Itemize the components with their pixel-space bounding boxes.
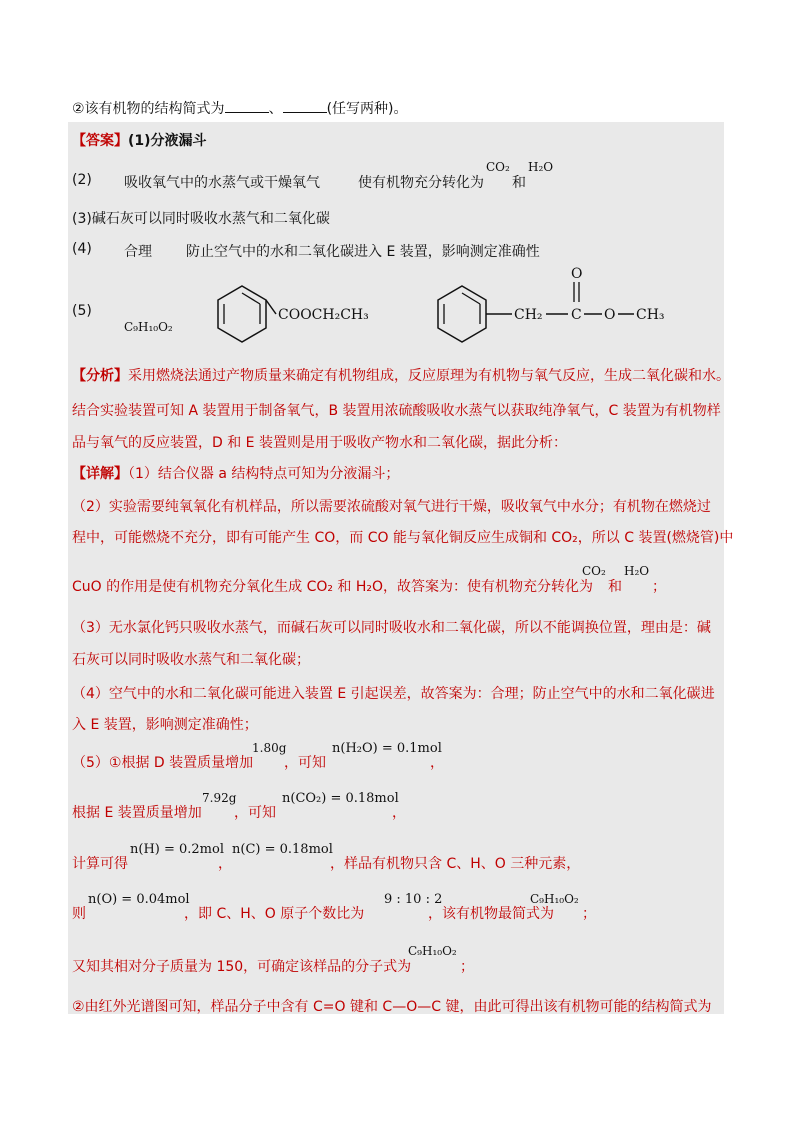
question-line bbox=[72, 98, 408, 118]
detail-5-mass-co2: 7.92g bbox=[202, 791, 237, 805]
detail-line-1 bbox=[72, 463, 399, 483]
answer-2-and: 和 bbox=[512, 175, 526, 191]
carbonyl-o-label: O bbox=[571, 266, 583, 282]
detail-5-n-h2o: n(H₂O) = 0.1mol bbox=[332, 741, 442, 756]
detail-5-line-3c: ，样品有机物只含 C、H、O 三种元素， bbox=[330, 856, 581, 872]
detail-5-line-1a: （5）①根据 D 装置质量增加 bbox=[72, 755, 254, 771]
analysis-line-3: 品与氧气的反应装置，D 和 E 装置则是用于吸收产物水和二氧化碳，据此分析： bbox=[72, 435, 567, 451]
question-text: ②该有机物的结构简式为 bbox=[72, 101, 225, 117]
detail-4-line-1: （4）空气中的水和二氧化碳可能进入装置 E 引起误差，故答案为：合理；防止空气中的水和二氧化碳进 bbox=[72, 686, 715, 702]
separator: 、 bbox=[268, 101, 283, 117]
detail-2-line-2: 程中，可能燃烧不充分，即有可能产生 CO，而 CO 能与氧化铜反应生成铜和 CO₂，所以 C 装置(燃烧管)中 bbox=[72, 530, 734, 546]
detail-5-line-3a: 计算可得 bbox=[72, 856, 128, 872]
analysis-line-2: 结合实验装置可知 A 装置用于制备氧气，B 装置用浓硫酸吸收水蒸气以获取纯净氧气，C 装置为有机物样 bbox=[72, 403, 721, 419]
analysis-label: 【分析】 bbox=[72, 368, 128, 384]
ester-group-label: COOCH₂CH₃ bbox=[278, 307, 369, 323]
detail-1-text: （1）结合仪器 a 结构特点可知为分液漏斗； bbox=[128, 466, 400, 482]
carbonyl-c-label: C bbox=[571, 307, 582, 323]
detail-5-ratio: 9 : 10 : 2 bbox=[384, 892, 443, 907]
analysis-text: 采用燃烧法通过产物质量来确定有机物组成，反应原理为有机物与氧气反应，生成二氧化碳和水。 bbox=[128, 368, 730, 384]
detail-2-line-3: CuO 的作用是使有机物充分氧化生成 CO₂ 和 H₂O，故答案为：使有机物充分转化为 bbox=[72, 579, 594, 595]
analysis-line-1 bbox=[72, 365, 730, 385]
answer-3: (3)碱石灰可以同时吸收水蒸气和二氧化碳 bbox=[72, 211, 330, 227]
ether-o-label: O bbox=[604, 307, 616, 323]
answer-2-part1: 吸收氧气中的水蒸气或干燥氧气 bbox=[124, 175, 320, 191]
detail-5-line-1b: ，可知 bbox=[284, 755, 326, 771]
answer-1: (1)分液漏斗 bbox=[128, 133, 207, 149]
detail-5-line-2b: ，可知 bbox=[234, 805, 276, 821]
detail-5-line-4a: 则 bbox=[72, 906, 86, 922]
detail-5-mass-h2o: 1.80g bbox=[252, 741, 287, 755]
detail-5-n-c: n(C) = 0.18mol bbox=[232, 842, 333, 857]
answer-blank bbox=[225, 100, 269, 113]
detail-5-n-h: n(H) = 0.2mol bbox=[130, 842, 224, 857]
detail-2-end: ； bbox=[652, 579, 666, 595]
detail-3-line-2: 石灰可以同时吸收水蒸气和二氧化碳； bbox=[72, 652, 310, 668]
answer-2-part2: 使有机物充分转化为 bbox=[358, 175, 484, 191]
answer-2-co2: CO₂ bbox=[486, 160, 510, 174]
detail-5-n-o: n(O) = 0.04mol bbox=[88, 892, 190, 907]
detail-5-molecular-formula: C₉H₁₀O₂ bbox=[408, 944, 457, 958]
detail-5-line-5b: ； bbox=[460, 959, 474, 975]
ch3-label: CH₃ bbox=[636, 307, 665, 323]
answer-blank bbox=[283, 100, 327, 113]
detail-5-line-5a: 又知其相对分子质量为 150，可确定该样品的分子式为 bbox=[72, 959, 412, 975]
detail-5-n-co2: n(CO₂) = 0.18mol bbox=[282, 791, 399, 806]
detail-3-line-1: （3）无水氯化钙只吸收水蒸气，而碱石灰可以同时吸收水和二氧化碳，所以不能调换位置，理由是：碱 bbox=[72, 620, 711, 636]
answer-4-num: (4) bbox=[72, 241, 92, 257]
answer-line-1 bbox=[72, 130, 207, 150]
detail-4-line-2: 入 E 装置，影响测定准确性； bbox=[72, 717, 258, 733]
detail-2-and: 和 bbox=[608, 579, 622, 595]
methyl-phenylacetate-structure bbox=[428, 262, 678, 348]
answer-5-formula: C₉H₁₀O₂ bbox=[124, 320, 173, 334]
detail-5-empirical-formula: C₉H₁₀O₂ bbox=[530, 892, 579, 906]
detail-5-line-4c: ，该有机物最简式为 bbox=[428, 906, 554, 922]
detail-5-line-3b: ， bbox=[218, 856, 232, 872]
detail-2-co2: CO₂ bbox=[582, 564, 606, 578]
question-suffix: (任写两种)。 bbox=[326, 101, 408, 117]
answer-4-part2: 防止空气中的水和二氧化碳进入 E 装置，影响测定准确性 bbox=[186, 244, 540, 260]
detail-5-line-1c: ， bbox=[430, 755, 444, 771]
ch2-label: CH₂ bbox=[514, 307, 543, 323]
answer-5-num: (5) bbox=[72, 303, 92, 319]
detail-2-h2o: H₂O bbox=[624, 564, 650, 578]
detail-2-line-1: （2）实验需要纯氧氧化有机样品，所以需要浓硫酸对氧气进行干燥，吸收氧气中水分；有机物在燃烧过 bbox=[72, 499, 711, 515]
ethyl-benzoate-structure bbox=[208, 282, 398, 346]
detail-5-line-6: ②由红外光谱图可知，样品分子中含有 C=O 键和 C—O—C 键，由此可得出该有机物可能的结构简式为 bbox=[72, 999, 712, 1015]
answer-2-h2o: H₂O bbox=[528, 160, 554, 174]
answer-label: 【答案】 bbox=[72, 133, 128, 149]
detail-5-line-2a: 根据 E 装置质量增加 bbox=[72, 805, 202, 821]
detail-5-line-4b: ，即 C、H、O 原子个数比为 bbox=[184, 906, 365, 922]
detail-5-line-4d: ； bbox=[582, 906, 596, 922]
detail-label: 【详解】 bbox=[72, 466, 128, 482]
answer-4-part1: 合理 bbox=[124, 244, 152, 260]
detail-5-line-2c: ， bbox=[392, 805, 406, 821]
answer-2-num: (2) bbox=[72, 172, 92, 188]
